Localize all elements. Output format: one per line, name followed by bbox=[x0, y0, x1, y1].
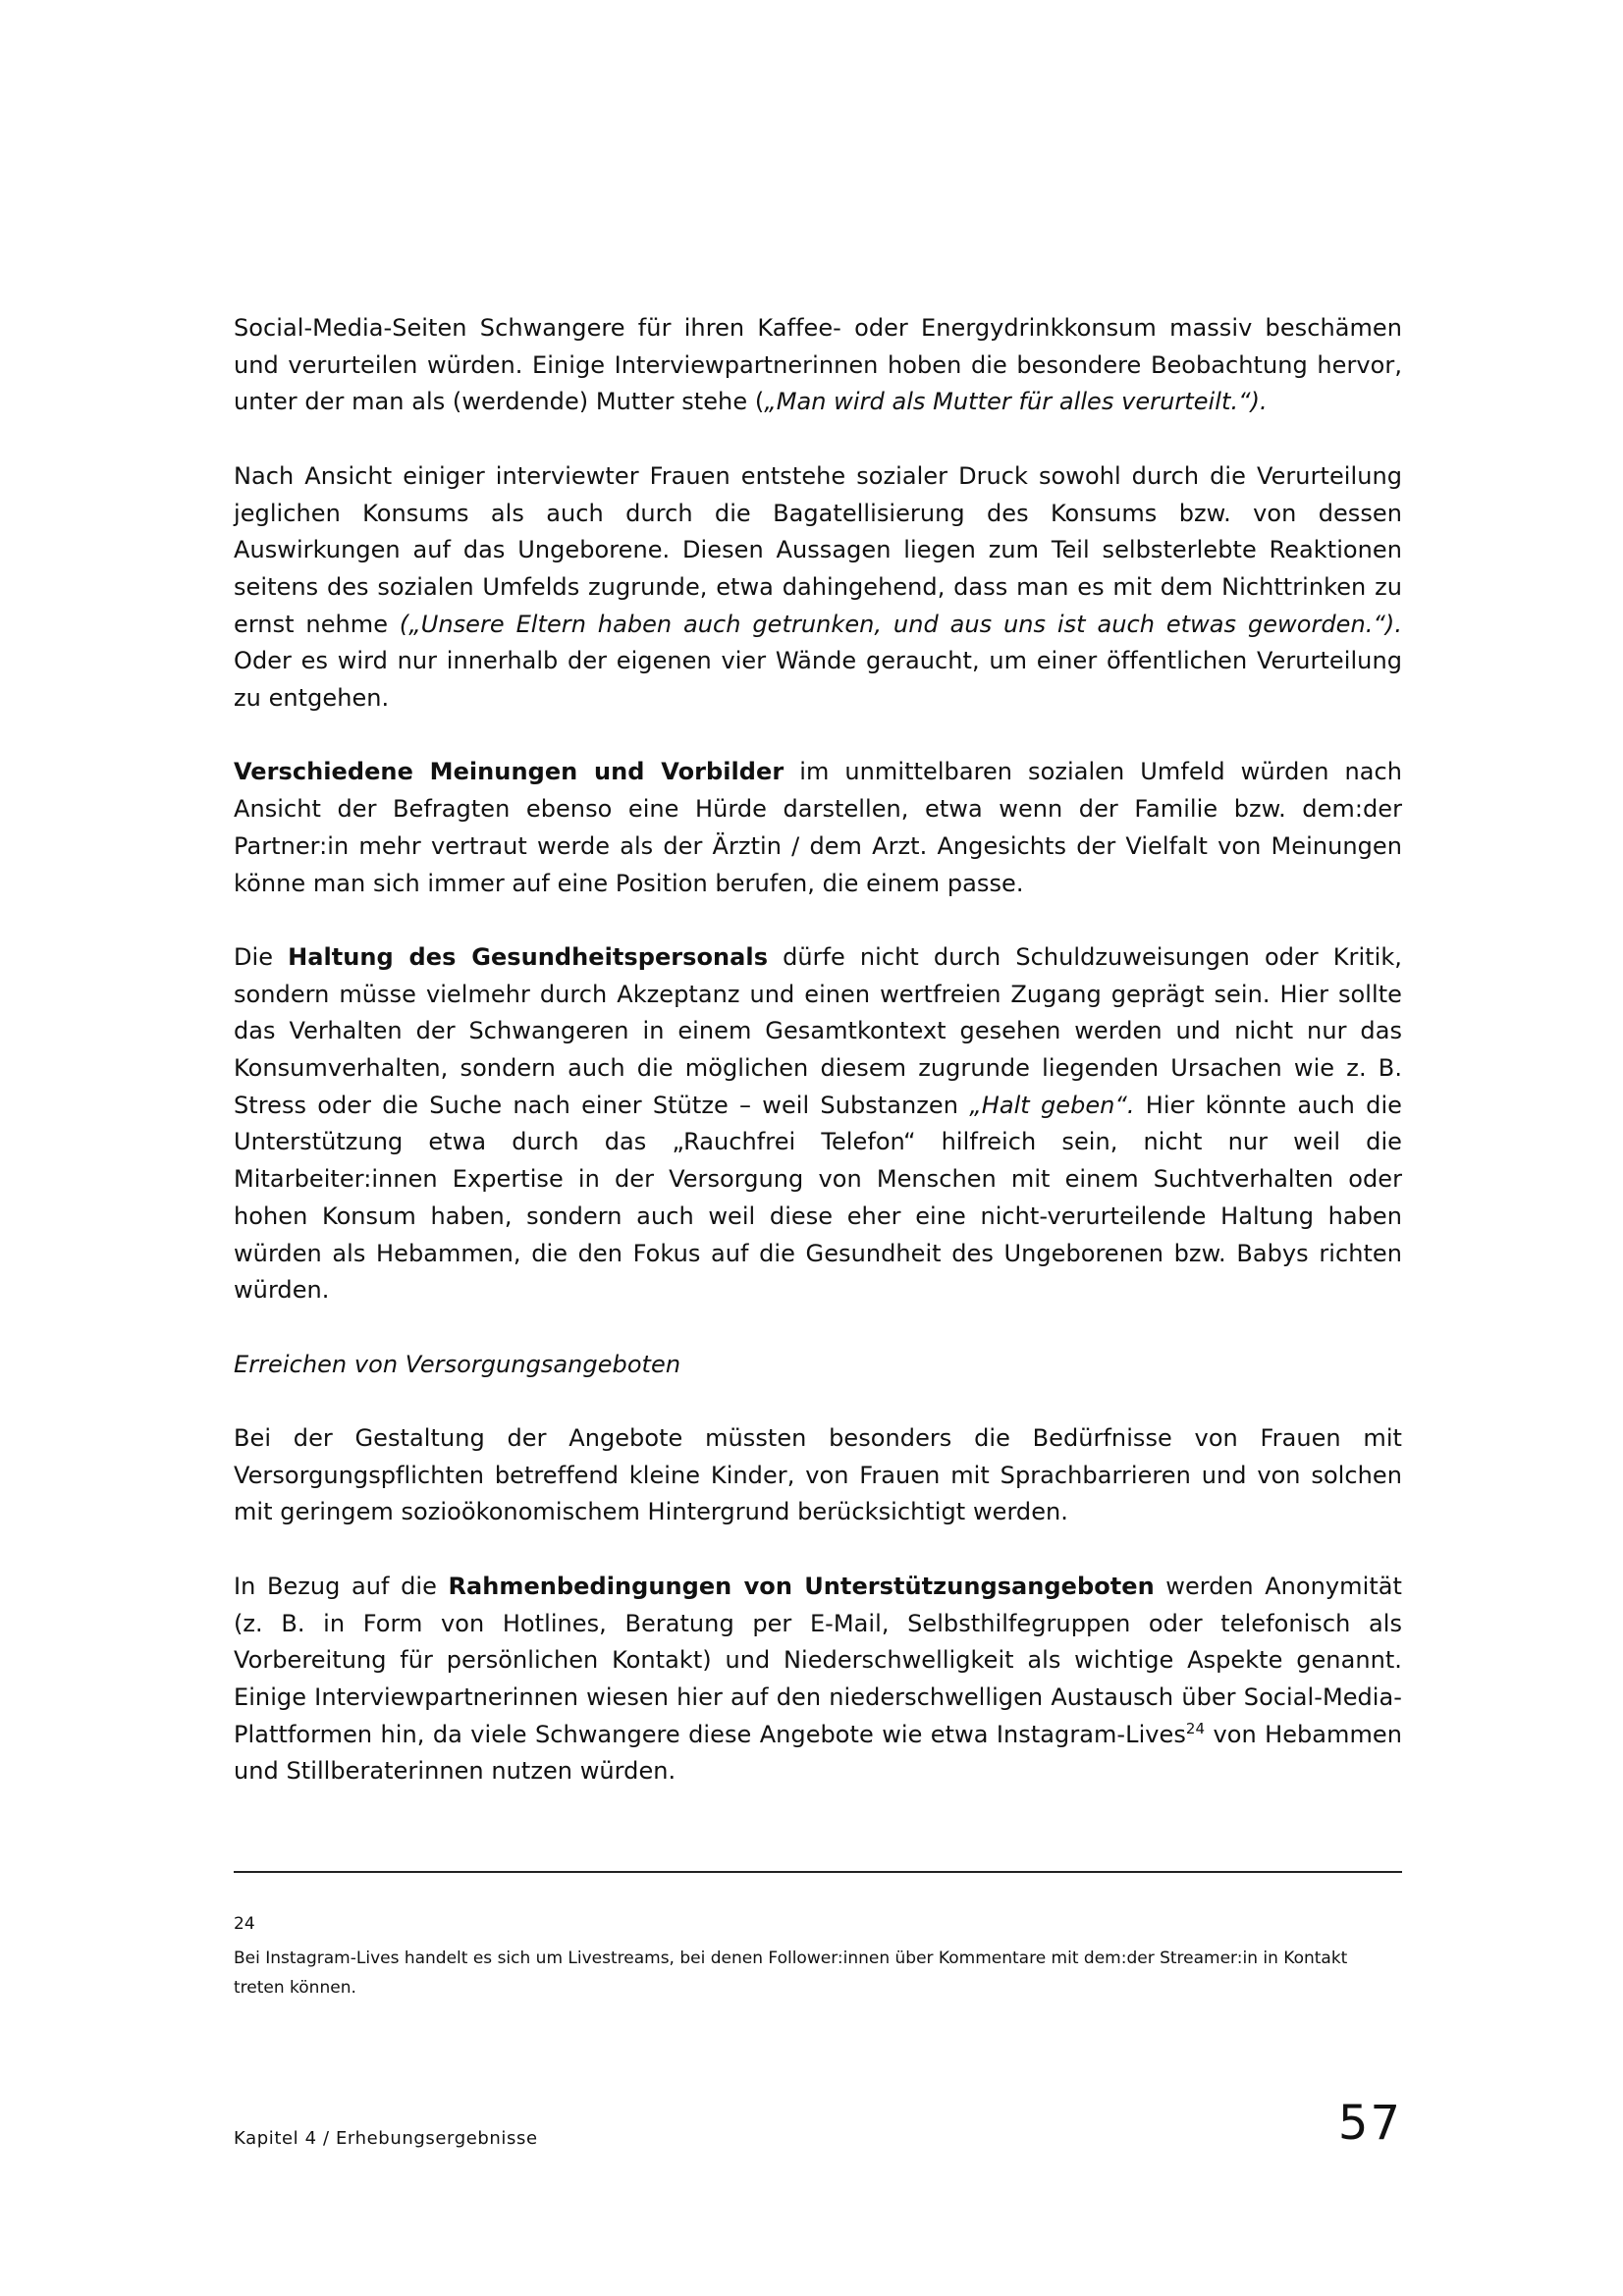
footnote-reference[interactable]: 24 bbox=[1185, 1719, 1206, 1737]
paragraph-6-end: von Hebammen und Stillberaterinnen nutzen würden. bbox=[234, 1720, 1402, 1786]
paragraph-3 bbox=[234, 754, 1402, 902]
paragraph-3-text: im unmittelbaren sozialen Umfeld würden nach Ansicht der Befragten ebenso eine Hürde darstellen, etwa wenn der Familie bzw. dem:der Partner:in mehr vertraut werde als der Ärztin / dem Arzt. Angesichts der Vielfalt von Meinungen könne man sich immer auf eine Position berufen, die einem passe. bbox=[234, 758, 1402, 897]
paragraph-5 bbox=[234, 1420, 1402, 1531]
paragraph-2-quote: („Unsere Eltern haben auch getrunken, und aus uns ist auch etwas geworden.“). bbox=[399, 610, 1403, 638]
paragraph-3-bold: Verschiedene Meinungen und Vorbilder bbox=[234, 758, 784, 786]
section-heading: Erreichen von Versorgungsangeboten bbox=[234, 1350, 681, 1378]
paragraph-6 bbox=[234, 1569, 1402, 1790]
footer-chapter: Kapitel 4 / Erhebungsergebnisse bbox=[234, 2128, 538, 2149]
paragraph-6-text: werden Anonymität (z. B. in Form von Hotlines, Beratung per E-Mail, Selbsthilfegruppen oder telefonisch als Vorbereitung für persönlichen Kontakt) und Niederschwelligkeit als wichtige Aspekte genannt. Einige Interviewpartnerinnen wiesen hier auf den niederschwelligen Austausch über Social-Media-Plattformen hin, da viele Schwangere diese Angebote wie etwa Instagram-Lives bbox=[234, 1572, 1403, 1748]
paragraph-5-text: Bei der Gestaltung der Angebote müssten besonders die Bedürfnisse von Frauen mit Versorgungspflichten betreffend kleine Kinder, von Frauen mit Sprachbarrieren und von solchen mit geringem sozioökonomischem Hintergrund berücksichtigt werden. bbox=[234, 1424, 1402, 1526]
paragraph-4-bold: Haltung des Gesundheitspersonals bbox=[288, 942, 769, 971]
paragraph-6-start: In Bezug auf die bbox=[234, 1572, 449, 1600]
paragraph-1-quote: „Man wird als Mutter für alles verurteilt.“). bbox=[764, 388, 1268, 416]
paragraph-1 bbox=[234, 310, 1402, 421]
paragraph-1-text: Social-Media-Seiten Schwangere für ihren Kaffee- oder Energydrinkkonsum massiv beschämen und verurteilen würden. Einige Interviewpartnerinnen hoben die besondere Beobachtung hervor, unter der man als (werdende) Mutter stehe ( bbox=[234, 314, 1402, 416]
paragraph-4-end: Hier könnte auch die Unterstützung etwa durch das „Rauchfrei Telefon“ hilfreich sein, nicht nur weil die Mitarbeiter:innen Expertise in der Versorgung von Menschen mit einem Suchtverhalten oder hohen Konsum haben, sondern auch weil diese eher eine nicht-verurteilende Haltung haben würden als Hebammen, die den Fokus auf die Gesundheit des Ungeborenen bzw. Babys richten würden. bbox=[234, 1091, 1402, 1305]
footnote-number: 24 bbox=[234, 1914, 255, 1934]
paragraph-6-bold: Rahmenbedingungen von Unterstützungsangeboten bbox=[448, 1572, 1155, 1600]
paragraph-2-end: Oder es wird nur innerhalb der eigenen vier Wände geraucht, um einer öffentlichen Verurteilung zu entgehen. bbox=[234, 647, 1402, 713]
paragraph-4 bbox=[234, 939, 1402, 1309]
paragraph-2 bbox=[234, 458, 1402, 718]
body-text bbox=[234, 310, 1402, 1790]
paragraph-4-quote: „Halt geben“. bbox=[969, 1091, 1135, 1119]
page-number: 57 bbox=[1337, 2096, 1402, 2151]
paragraph-4-text: dürfe nicht durch Schuldzuweisungen oder Kritik, sondern müsse vielmehr durch Akzeptanz und einen wertfreien Zugang geprägt sein. Hier sollte das Verhalten der Schwangeren in einem Gesamtkontext gesehen werden und nicht nur das Konsumverhalten, sondern auch die möglichen diesem zugrunde liegenden Ursachen wie z. B. Stress oder die Suche nach einer Stütze – weil Substanzen bbox=[234, 942, 1402, 1119]
footnote-text: Bei Instagram-Lives handelt es sich um Livestreams, bei denen Follower:innen über Kommentare mit dem:der Streamer:in in Kontakt treten können. bbox=[234, 1949, 1348, 1998]
footnote-divider bbox=[234, 1871, 1402, 1873]
paragraph-2-text: Nach Ansicht einiger interviewter Frauen entstehe sozialer Druck sowohl durch die Verurteilung jeglichen Konsums als auch durch die Bagatellisierung des Konsums bzw. von dessen Auswirkungen auf das Ungeborene. Diesen Aussagen liegen zum Teil selbsterlebte Reaktionen seitens des sozialen Umfelds zugrunde, etwa dahingehend, dass man es mit dem Nichttrinken zu ernst nehme bbox=[234, 461, 1402, 638]
paragraph-4-start: Die bbox=[234, 942, 289, 971]
